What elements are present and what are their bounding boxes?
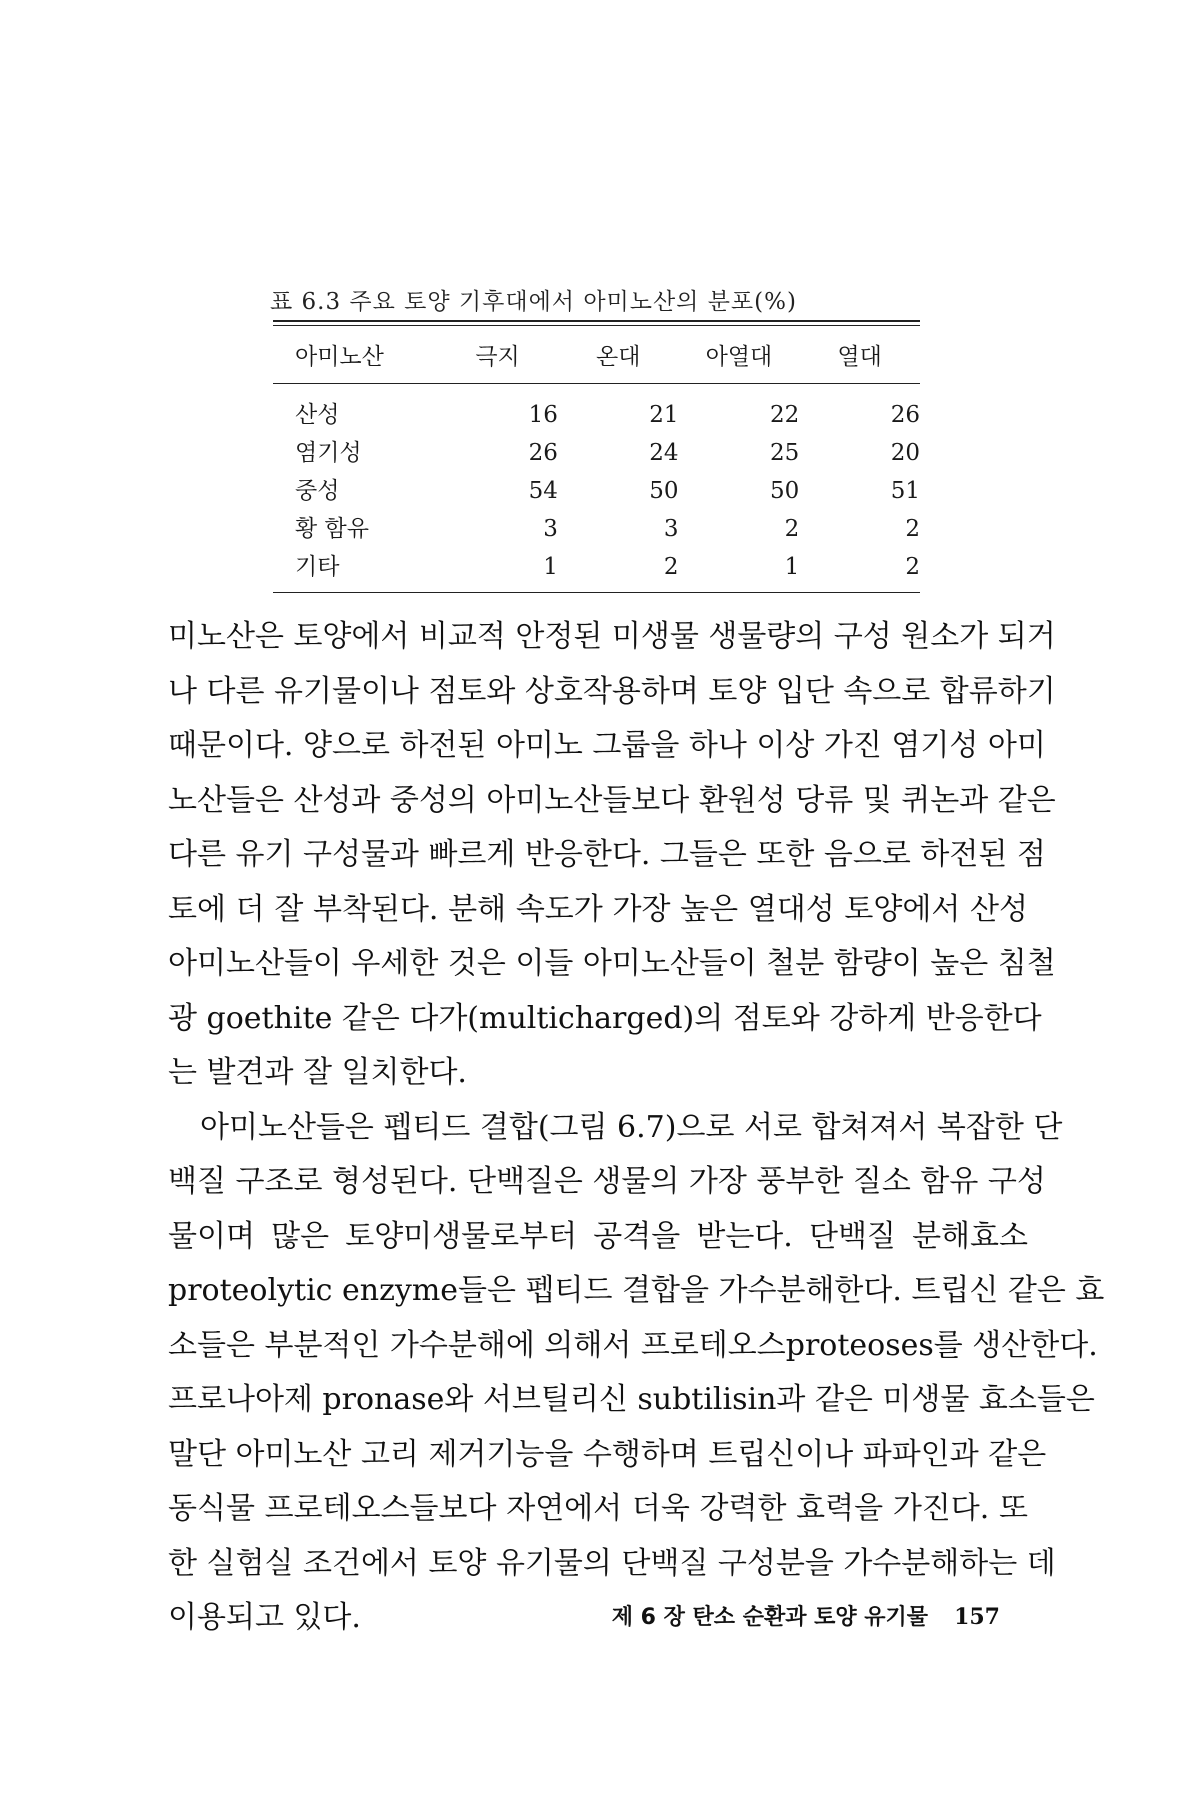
row-label: 중성 <box>295 478 340 504</box>
table-row <box>273 510 920 548</box>
text-line: 때문이다. 양으로 하전된 아미노 그룹을 하나 이상 가진 염기성 아미 <box>168 728 1046 763</box>
header-polar: 극지 <box>437 326 558 384</box>
table-row <box>273 472 920 510</box>
table-cell: 2 <box>784 516 800 542</box>
table-cell: 54 <box>528 478 558 504</box>
amino-acid-table <box>273 320 920 593</box>
table-cell: 20 <box>890 440 920 466</box>
table-cell: 3 <box>663 516 679 542</box>
table-cell: 16 <box>528 402 558 428</box>
row-label: 산성 <box>295 402 340 428</box>
text-line: 토에 더 잘 부착된다. 분해 속도가 가장 높은 열대성 토양에서 산성 <box>168 891 1028 927</box>
table-caption: 표 6.3 주요 토양 기후대에서 아미노산의 분포(%) <box>270 289 797 315</box>
text-line: 백질 구조로 형성된다. 단백질은 생물의 가장 풍부한 질소 함유 구성 <box>168 1164 1046 1199</box>
table-row <box>273 434 920 472</box>
text-line: 물이며 많은 토양미생물로부터 공격을 받는다. 단백질 분해효소 <box>168 1218 1028 1254</box>
text-line: 미노산은 토양에서 비교적 안정된 미생물 생물량의 구성 원소가 되거 <box>168 619 1056 654</box>
text-line: 한 실험실 조건에서 토양 유기물의 단백질 구성분을 가수분해하는 데 <box>168 1545 1056 1581</box>
table-cell: 26 <box>528 440 558 466</box>
page-number: 157 <box>954 1604 1000 1630</box>
text-line: 이용되고 있다. <box>168 1600 361 1635</box>
text-line: 프로나아제 pronase와 서브틸리신 subtilisin과 같은 미생물 효소들은 <box>168 1382 1095 1417</box>
table-grid <box>273 326 920 592</box>
header-amino-acid: 아미노산 <box>273 326 437 384</box>
table-cell: 1 <box>543 554 558 580</box>
table-cell: 25 <box>769 440 800 466</box>
table-bottom-rule <box>273 592 920 593</box>
table-cell: 50 <box>769 478 800 504</box>
text-line: 나 다른 유기물이나 점토와 상호작용하며 토양 입단 속으로 합류하기 <box>168 673 1056 709</box>
text-line: 소들은 부분적인 가수분해에 의해서 프로테오스proteoses를 생산한다. <box>168 1327 1098 1363</box>
text-line: 다른 유기 구성물과 빠르게 반응한다. 그들은 또한 음으로 하전된 점 <box>168 837 1046 872</box>
header-temperate: 온대 <box>558 326 679 384</box>
table-header-row <box>273 326 920 384</box>
body-text <box>168 610 1105 1646</box>
table-cell: 26 <box>890 402 920 428</box>
page-footer <box>580 1600 1000 1631</box>
table-cell: 50 <box>649 478 679 504</box>
text-line: 말단 아미노산 고리 제거기능을 수행하며 트립신이나 파파인과 같은 <box>168 1436 1047 1472</box>
text-line: 동식물 프로테오스들보다 자연에서 더욱 강력한 효력을 가진다. 또 <box>168 1491 1028 1526</box>
table-cell: 51 <box>890 478 920 504</box>
table-row <box>273 548 920 592</box>
text-line: 노산들은 산성과 중성의 아미노산들보다 환원성 당류 및 퀴논과 같은 <box>168 782 1056 818</box>
table-cell: 2 <box>663 554 679 580</box>
table-row <box>273 384 920 435</box>
text-line: proteolytic enzyme들은 펩티드 결합을 가수분해한다. 트립신 같은 효 <box>168 1273 1105 1308</box>
text-line: 아미노산들이 우세한 것은 이들 아미노산들이 철분 함량이 높은 침철 <box>168 946 1056 981</box>
header-subtropical: 아열대 <box>679 326 800 384</box>
text-line: 광 goethite 같은 다가(multicharged)의 점토와 강하게 반응한다 <box>168 1000 1042 1036</box>
table-cell: 22 <box>769 402 800 428</box>
row-label: 염기성 <box>295 440 362 466</box>
table-cell: 2 <box>905 516 920 542</box>
text-line: 는 발견과 잘 일치한다. <box>168 1055 467 1090</box>
table-cell: 24 <box>649 440 679 466</box>
text-line: 아미노산들은 펩티드 결합(그림 6.7)으로 서로 합쳐져서 복잡한 단 <box>200 1109 1063 1145</box>
chapter-title: 제 6 장 탄소 순환과 토양 유기물 <box>611 1605 929 1630</box>
table-cell: 3 <box>543 516 558 542</box>
header-tropical: 열대 <box>799 326 920 384</box>
table-cell: 21 <box>649 402 679 428</box>
table-cell: 2 <box>905 554 920 580</box>
table-cell: 1 <box>784 554 800 580</box>
row-label: 기타 <box>295 554 340 580</box>
row-label: 황 함유 <box>295 516 369 542</box>
